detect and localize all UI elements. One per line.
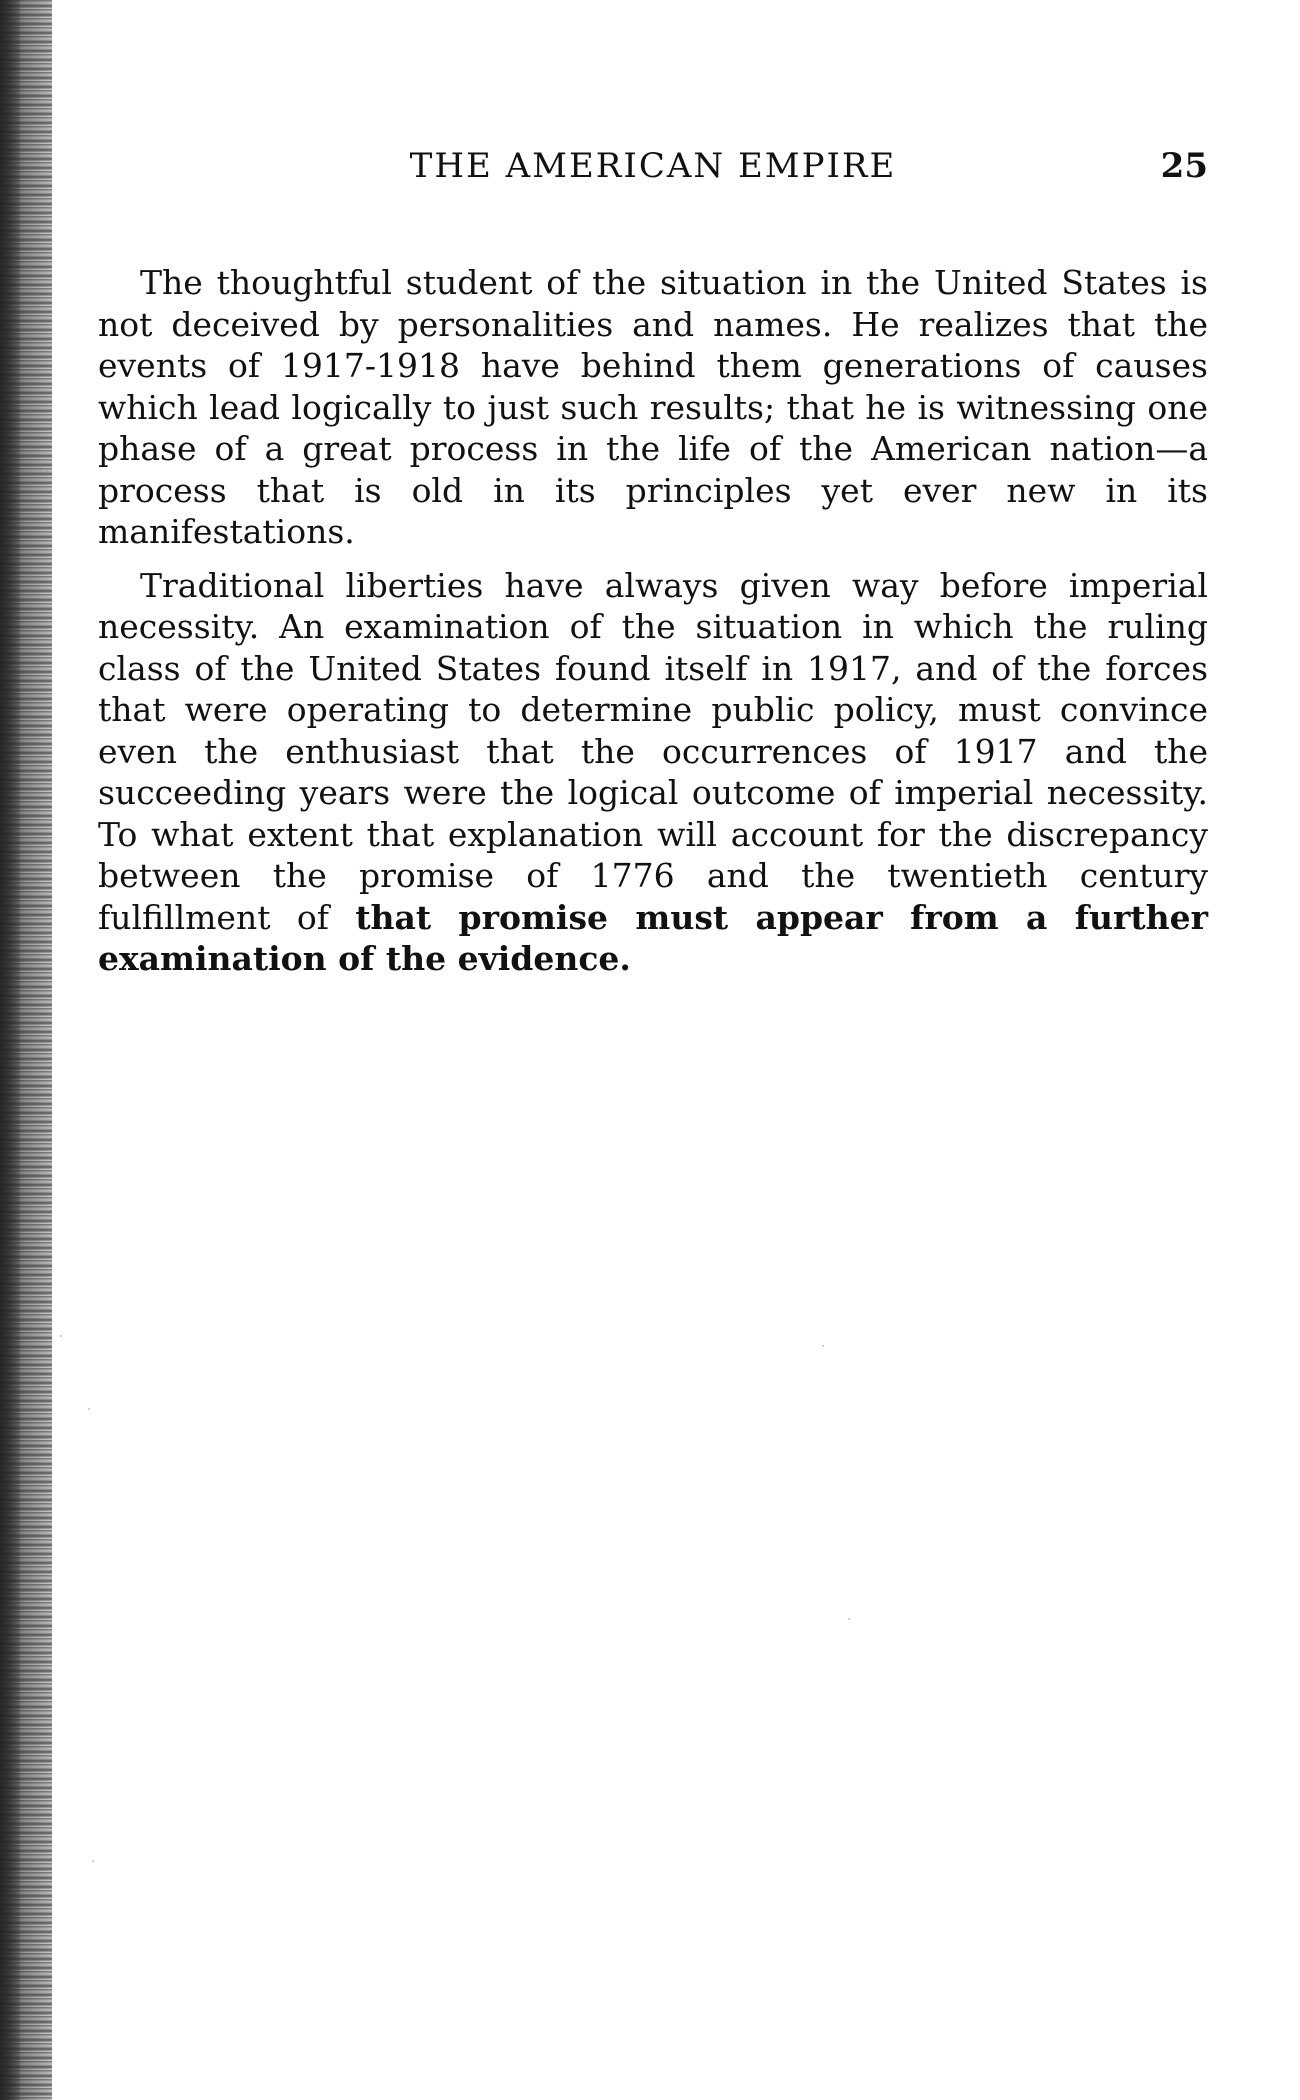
scan-speck	[46, 470, 48, 472]
running-title: THE AMERICAN EMPIRE	[409, 146, 897, 186]
body-text	[98, 262, 1208, 992]
page-number: 25	[1160, 146, 1208, 186]
binding-shadow	[0, 0, 52, 2100]
running-head	[98, 140, 1208, 192]
paragraph-2	[98, 565, 1208, 980]
scan-speck	[92, 1860, 94, 1862]
paragraph-2-main-text: Traditional liberties have always given way before imperial necessity. An examination of the situation in which the ruling class of the United States found itself in 1917, and of the forces that were operating to determine public policy, must convince even the enthusiast that the occurrences of 1917 and the succeeding years were the logical outcome of imperial necessity. To what extent that explanation will account for the discrepancy between the promise of 1776 and the twentieth century fulfillment of	[98, 565, 1208, 937]
scan-speck	[60, 1335, 62, 1337]
scan-speck	[848, 1618, 850, 1620]
paragraph-2-dark-text: that promise must appear from a further examination of the evidence.	[98, 897, 1209, 978]
scan-speck	[822, 1345, 824, 1347]
paragraph-1: The thoughtful student of the situation in the United States is not deceived by personalities and names. He realizes that the events of 1917-1918 have behind them generations of causes which lead logically to just such results; that he is witnessing one phase of a great process in the life of the American nation—a process that is old in its principles yet ever new in its manifestations.	[98, 263, 1208, 551]
scan-speck	[88, 1408, 90, 1410]
